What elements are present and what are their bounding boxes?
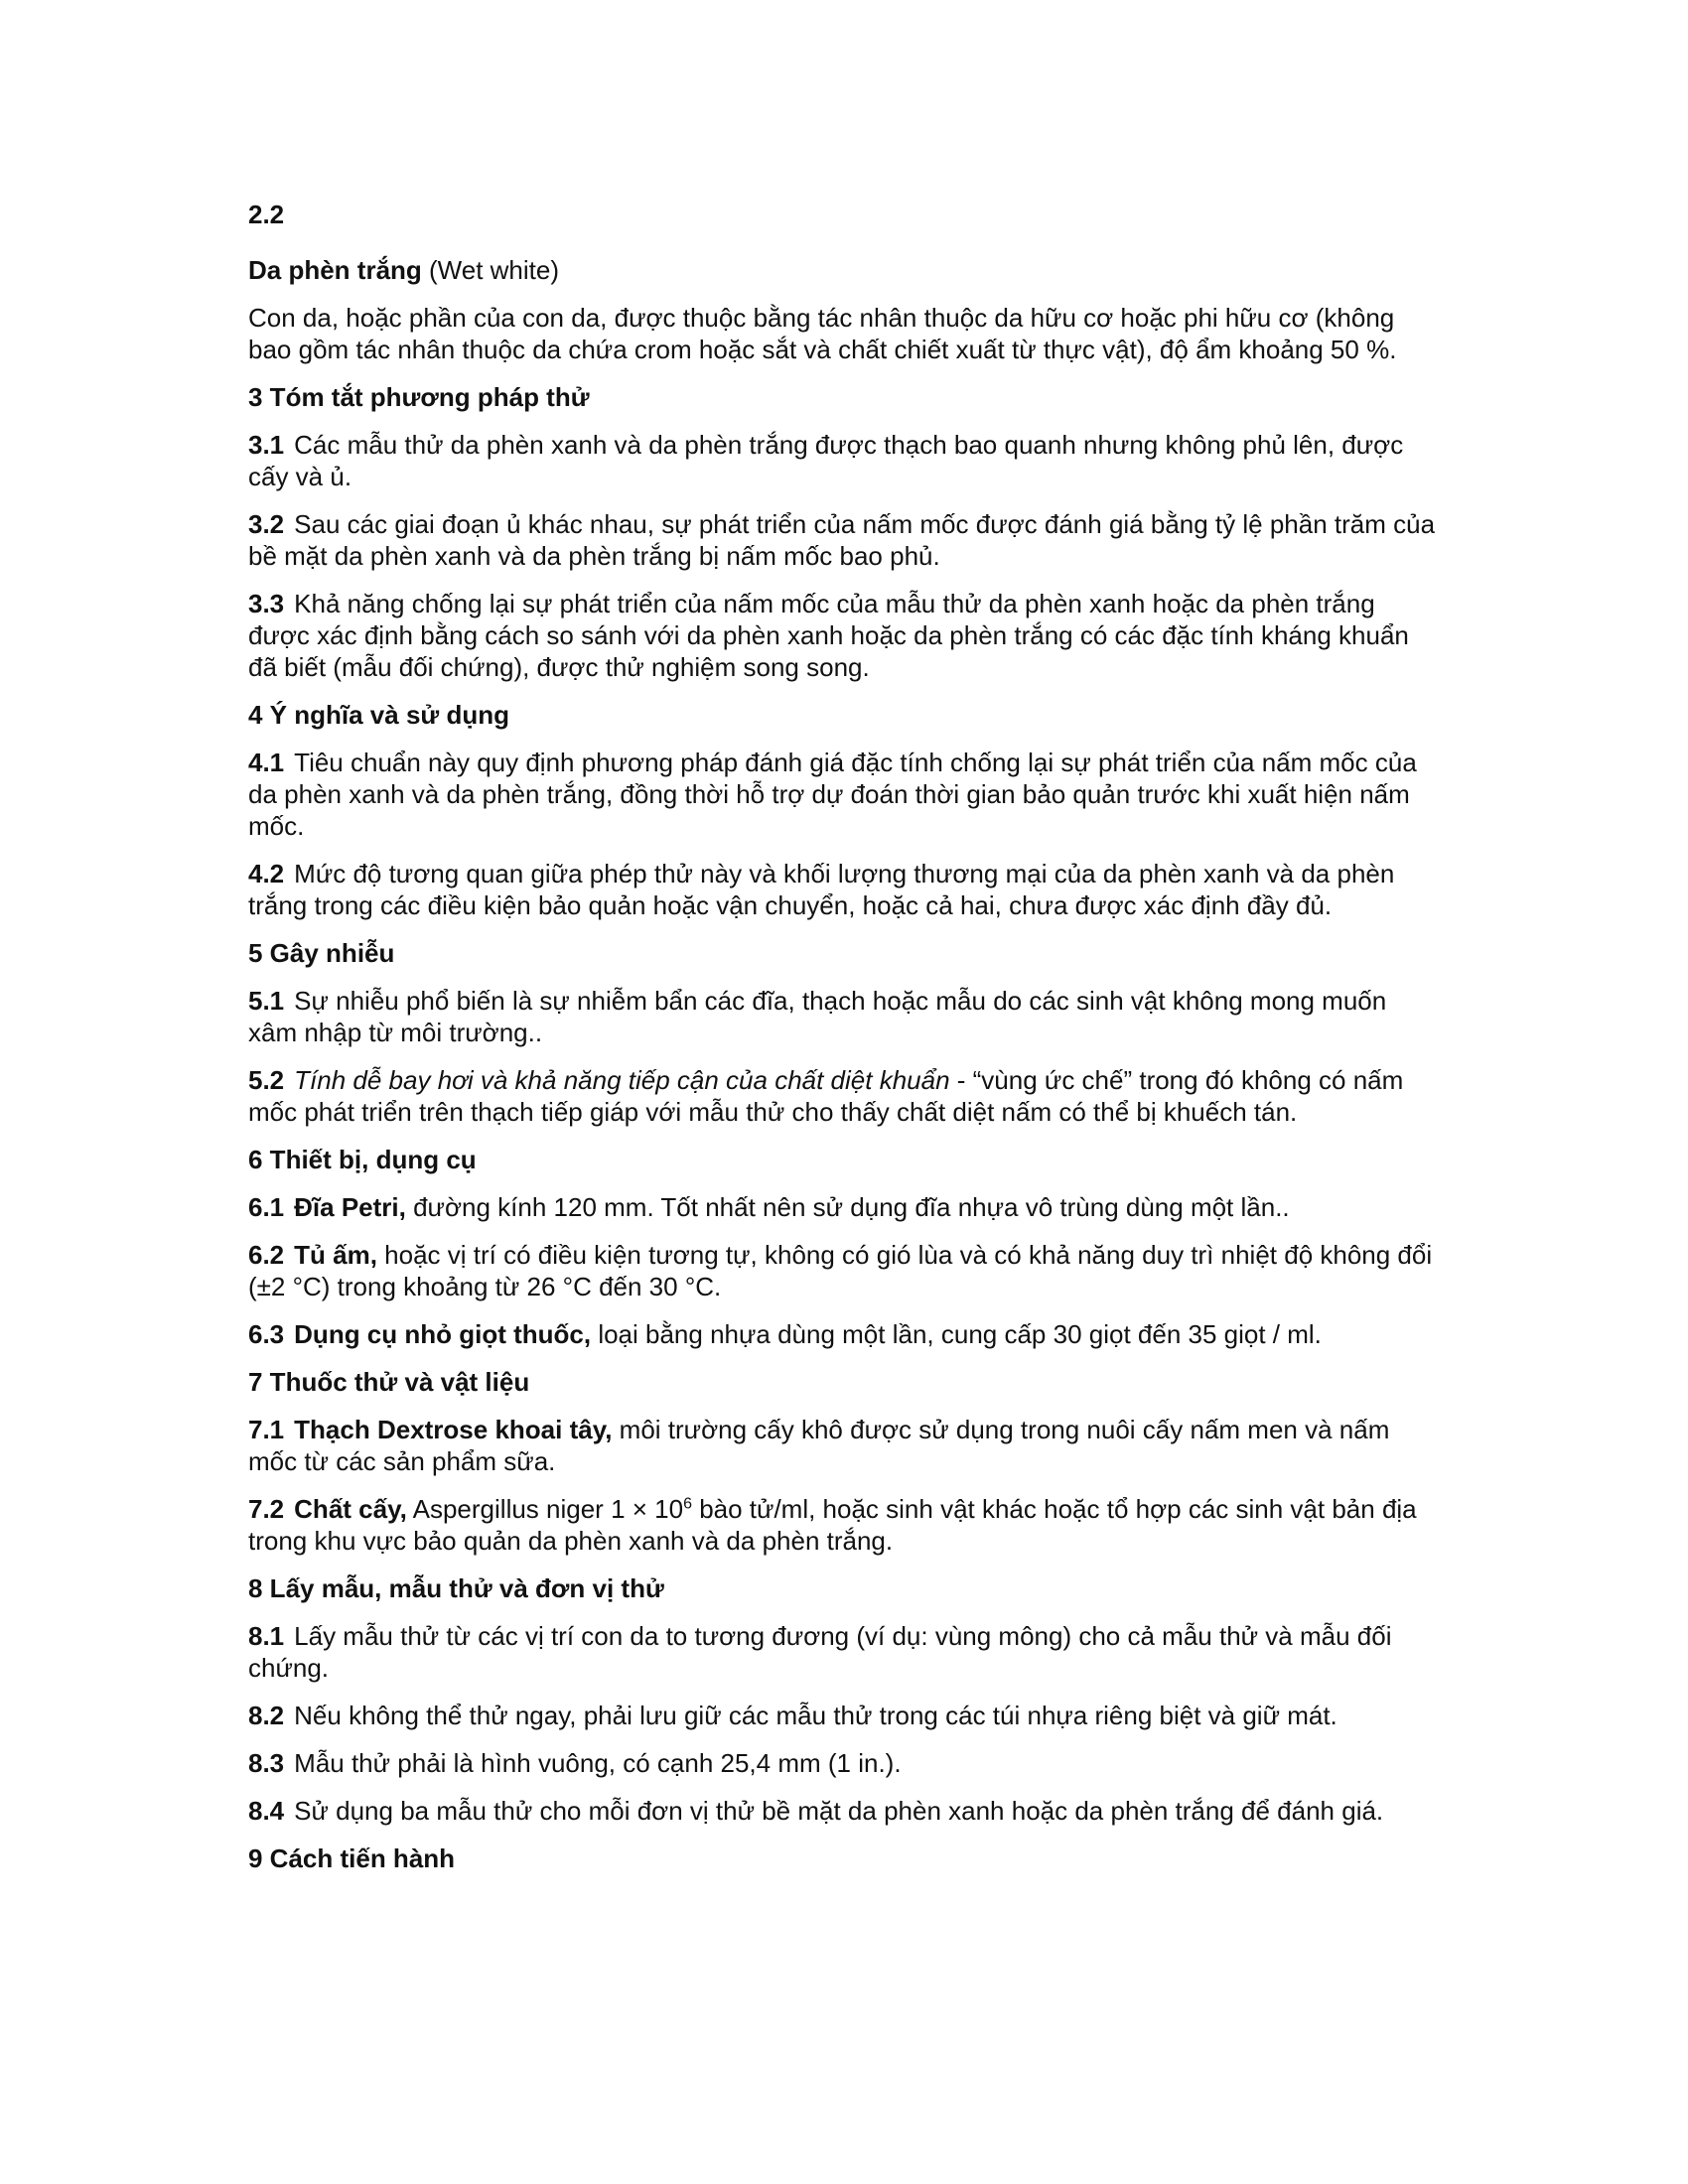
- clause-number: 8.2: [248, 1701, 285, 1730]
- clause-number: 8.1: [248, 1621, 285, 1651]
- clause-3-2: [248, 508, 1440, 572]
- clause-number: 3.1: [248, 430, 285, 460]
- clause-term: Thạch Dextrose khoai tây,: [294, 1415, 613, 1444]
- clause-8-2: [248, 1700, 1440, 1731]
- clause-number: 7.1: [248, 1415, 285, 1444]
- clause-3-3: [248, 588, 1440, 683]
- clause-8-1: [248, 1620, 1440, 1684]
- clause-number: 4.2: [248, 859, 285, 888]
- clause-text: Khả năng chống lại sự phát triển của nấm mốc của mẫu thử da phèn xanh hoặc da phèn trắng được xác định bằng cách so sánh với da phèn xanh hoặc da phèn trắng có các đặc tính kháng khuẩn đã biết (mẫu đối chứng), được thử nghiệm song song.: [248, 589, 1409, 682]
- term-number: 2.2: [248, 200, 285, 229]
- clause-text: Mẫu thử phải là hình vuông, có cạnh 25,4 mm (1 in.).: [294, 1748, 902, 1778]
- section-heading-3: 3 Tóm tắt phương pháp thử: [248, 382, 590, 412]
- clause-text: Sự nhiễu phổ biến là sự nhiễm bẩn các đĩa, thạch hoặc mẫu do các sinh vật không mong muốn xâm nhập từ môi trường..: [248, 986, 1387, 1047]
- clause-text: Sử dụng ba mẫu thử cho mỗi đơn vị thử bề mặt da phèn xanh hoặc da phèn trắng để đánh giá.: [294, 1796, 1384, 1826]
- clause-text: hoặc vị trí có điều kiện tương tự, không có gió lùa và có khả năng duy trì nhiệt độ không đổi (±2 °C) trong khoảng từ 26 °C đến 30 °C.: [248, 1240, 1433, 1301]
- clause-number: 6.3: [248, 1319, 285, 1349]
- clause-number: 5.1: [248, 986, 285, 1016]
- clause-number: 6.2: [248, 1240, 285, 1270]
- section-heading-9: 9 Cách tiến hành: [248, 1843, 456, 1873]
- clause-text: - “vùng ức chế” trong đó không có nấm mốc phát triển trên thạch tiếp giáp với mẫu thử cho thấy chất diệt nấm có thể bị khuếch tán.: [248, 1065, 1404, 1127]
- clause-text: môi trường cấy khô được sử dụng trong nuôi cấy nấm men và nấm mốc từ các sản phẩm sữa.: [248, 1415, 1390, 1476]
- section-heading-8: 8 Lấy mẫu, mẫu thử và đơn vị thử: [248, 1573, 664, 1603]
- clause-text: bào tử/ml, hoặc sinh vật khác hoặc tổ hợp các sinh vật bản địa trong khu vực bảo quản da phèn xanh và da phèn trắng.: [248, 1494, 1417, 1556]
- clause-number: 5.2: [248, 1065, 285, 1095]
- clause-term: Tủ ấm,: [294, 1240, 377, 1270]
- clause-7-1: [248, 1414, 1440, 1477]
- clause-number: 4.1: [248, 748, 285, 777]
- clause-number: 8.3: [248, 1748, 285, 1778]
- clause-number: 6.1: [248, 1192, 285, 1222]
- term-title: [248, 254, 1440, 286]
- clause-text: loại bằng nhựa dùng một lần, cung cấp 30 giọt đến 35 giọt / ml.: [591, 1319, 1322, 1349]
- clause-8-3: [248, 1747, 1440, 1779]
- clause-text: Các mẫu thử da phèn xanh và da phèn trắng được thạch bao quanh nhưng không phủ lên, được cấy và ủ.: [248, 430, 1404, 491]
- clause-number: 8.4: [248, 1796, 285, 1826]
- clause-text: Tiêu chuẩn này quy định phương pháp đánh giá đặc tính chống lại sự phát triển của nấm mốc của da phèn xanh và da phèn trắng, đồng thời hỗ trợ dự đoán thời gian bảo quản trước khi xuất hiện nấm mốc.: [248, 748, 1417, 841]
- section-heading-6: 6 Thiết bị, dụng cụ: [248, 1145, 477, 1174]
- term-title-bold: Da phèn trắng: [248, 255, 422, 285]
- term-definition: Con da, hoặc phần của con da, được thuộc bằng tác nhân thuộc da hữu cơ hoặc phi hữu cơ (không bao gồm tác nhân thuộc da chứa crom hoặc sắt và chất chiết xuất từ thực vật), độ ẩm khoảng 50 %.: [248, 303, 1397, 364]
- document-page: [248, 199, 1440, 1890]
- clause-number: 3.2: [248, 509, 285, 539]
- term-title-english: (Wet white): [421, 255, 560, 285]
- clause-6-2: [248, 1239, 1440, 1302]
- clause-text: đường kính 120 mm. Tốt nhất nên sử dụng đĩa nhựa vô trùng dùng một lần..: [405, 1192, 1290, 1222]
- clause-5-1: [248, 985, 1440, 1048]
- clause-number: 7.2: [248, 1494, 285, 1524]
- section-heading-5: 5 Gây nhiễu: [248, 938, 395, 968]
- exponent: 6: [683, 1495, 692, 1513]
- clause-7-2: [248, 1493, 1440, 1557]
- clause-number: 3.3: [248, 589, 285, 618]
- clause-6-3: [248, 1318, 1440, 1350]
- clause-3-1: [248, 429, 1440, 492]
- clause-term: Đĩa Petri,: [294, 1192, 406, 1222]
- clause-6-1: [248, 1191, 1440, 1223]
- clause-text: Aspergillus niger 1 × 10: [406, 1494, 684, 1524]
- clause-term: Chất cấy,: [294, 1494, 407, 1524]
- clause-term: Dụng cụ nhỏ giọt thuốc,: [294, 1319, 592, 1349]
- clause-text: Sau các giai đoạn ủ khác nhau, sự phát triển của nấm mốc được đánh giá bằng tỷ lệ phần trăm của bề mặt da phèn xanh và da phèn trắng bị nấm mốc bao phủ.: [248, 509, 1436, 571]
- clause-italic-term: Tính dễ bay hơi và khả năng tiếp cận của chất diệt khuẩn: [294, 1065, 950, 1095]
- clause-text: Nếu không thể thử ngay, phải lưu giữ các mẫu thử trong các túi nhựa riêng biệt và giữ mát.: [294, 1701, 1337, 1730]
- clause-5-2: [248, 1064, 1440, 1128]
- section-heading-7: 7 Thuốc thử và vật liệu: [248, 1367, 530, 1397]
- clause-text: Mức độ tương quan giữa phép thử này và khối lượng thương mại của da phèn xanh và da phèn trắng trong các điều kiện bảo quản hoặc vận chuyển, hoặc cả hai, chưa được xác định đầy đủ.: [248, 859, 1395, 920]
- section-heading-4: 4 Ý nghĩa và sử dụng: [248, 700, 509, 730]
- clause-4-1: [248, 747, 1440, 842]
- clause-4-2: [248, 858, 1440, 921]
- clause-text: Lấy mẫu thử từ các vị trí con da to tương đương (ví dụ: vùng mông) cho cả mẫu thử và mẫu đối chứng.: [248, 1621, 1392, 1683]
- clause-8-4: [248, 1795, 1440, 1827]
